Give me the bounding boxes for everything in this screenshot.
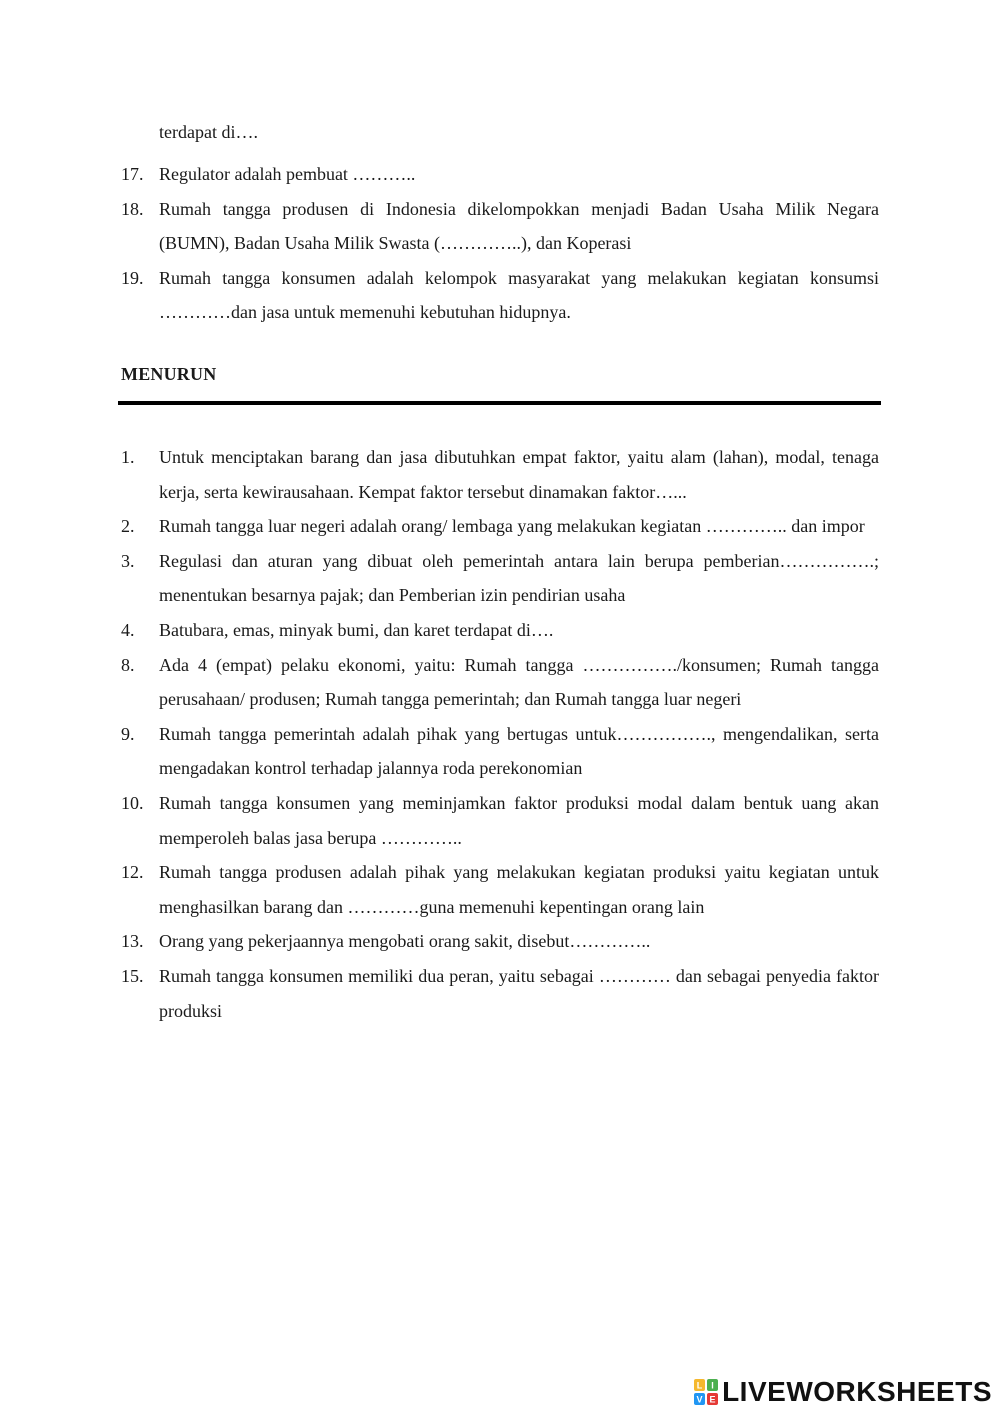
- item-text: Rumah tangga konsumen memiliki dua peran, yaitu sebagai ………… dan sebagai penyedia faktor produksi: [159, 965, 879, 1021]
- top-question-list: [121, 157, 879, 330]
- list-item: [121, 924, 879, 959]
- brand-wordmark: LIVEWORKSHEETS: [722, 1376, 992, 1407]
- liveworksheets-brand[interactable]: [693, 1377, 992, 1407]
- item-text: Untuk menciptakan barang dan jasa dibutuhkan empat faktor, yaitu alam (lahan), modal, tenaga kerja, serta kewirausahaan. Kempat faktor tersebut dinamakan faktor…...: [159, 447, 879, 502]
- section-divider: [118, 401, 881, 405]
- item-text: Rumah tangga produsen adalah pihak yang melakukan kegiatan produksi yaitu kegiatan untuk menghasilkan barang dan …………guna memenuhi kepentingan orang lain: [159, 862, 879, 917]
- item-text: Rumah tangga produsen di Indonesia dikelompokkan menjadi Badan Usaha Milik Negara (BUMN), Badan Usaha Milik Swasta (…………..), dan Koperasi: [159, 198, 879, 254]
- item-number: 18.: [121, 198, 144, 219]
- item-text: Batubara, emas, minyak bumi, dan karet terdapat di….: [159, 619, 554, 640]
- item-number: 1.: [121, 447, 135, 467]
- logo-letter: E: [709, 1394, 716, 1405]
- list-item: [121, 959, 879, 1028]
- list-item: [121, 192, 879, 261]
- list-item: [121, 440, 879, 509]
- list-item: [121, 613, 879, 648]
- section-heading: MENURUN: [121, 364, 217, 384]
- list-item: [121, 261, 879, 330]
- list-item: [121, 509, 879, 544]
- logo-letter: L: [696, 1380, 703, 1391]
- item-number: 9.: [121, 723, 135, 744]
- item-number: 4.: [121, 619, 135, 640]
- item-text: Regulator adalah pembuat ………..: [159, 164, 416, 184]
- item-text: Rumah tangga luar negeri adalah orang/ lembaga yang melakukan kegiatan ………….. dan impor: [159, 516, 865, 537]
- continuation-text: terdapat di….: [159, 122, 258, 142]
- item-text: Rumah tangga konsumen adalah kelompok masyarakat yang melakukan kegiatan konsumsi …………dan jasa untuk memenuhi kebutuhan hidupnya.: [159, 267, 879, 323]
- item-number: 3.: [121, 550, 135, 571]
- list-item: [121, 717, 879, 786]
- list-item: [121, 855, 879, 924]
- list-item: [121, 648, 879, 717]
- item-text: Rumah tangga pemerintah adalah pihak yang bertugas untuk……………., mengendalikan, serta mengadakan kontrol terhadap jalannya roda perekonomian: [159, 723, 879, 779]
- item-number: 17.: [121, 164, 144, 184]
- item-text: Ada 4 (empat) pelaku ekonomi, yaitu: Rumah tangga ……………./konsumen; Rumah tangga perusahaan/ produsen; Rumah tangga pemerintah; dan Rumah tangga luar negeri: [159, 654, 879, 710]
- list-item: [121, 157, 879, 192]
- item-number: 15.: [121, 965, 144, 986]
- item-number: 13.: [121, 931, 144, 952]
- item-number: 2.: [121, 516, 135, 537]
- logo-letter: V: [696, 1394, 703, 1405]
- item-number: 12.: [121, 862, 144, 883]
- logo-letter: I: [711, 1380, 714, 1391]
- list-item: [121, 544, 879, 613]
- bottom-question-list: [121, 440, 879, 1028]
- item-number: 8.: [121, 654, 135, 675]
- item-text: Regulasi dan aturan yang dibuat oleh pemerintah antara lain berupa pemberian…………….; menentukan besarnya pajak; dan Pemberian izin pendirian usaha: [159, 550, 879, 606]
- liveworksheets-logo-icon: [693, 1378, 719, 1406]
- item-number: 10.: [121, 792, 144, 813]
- item-text: Rumah tangga konsumen yang meminjamkan faktor produksi modal dalam bentuk uang akan memperoleh balas jasa berupa …………..: [159, 792, 879, 848]
- item-number: 19.: [121, 267, 144, 288]
- item-text: Orang yang pekerjaannya mengobati orang sakit, disebut…………..: [159, 931, 651, 952]
- list-item: [121, 786, 879, 855]
